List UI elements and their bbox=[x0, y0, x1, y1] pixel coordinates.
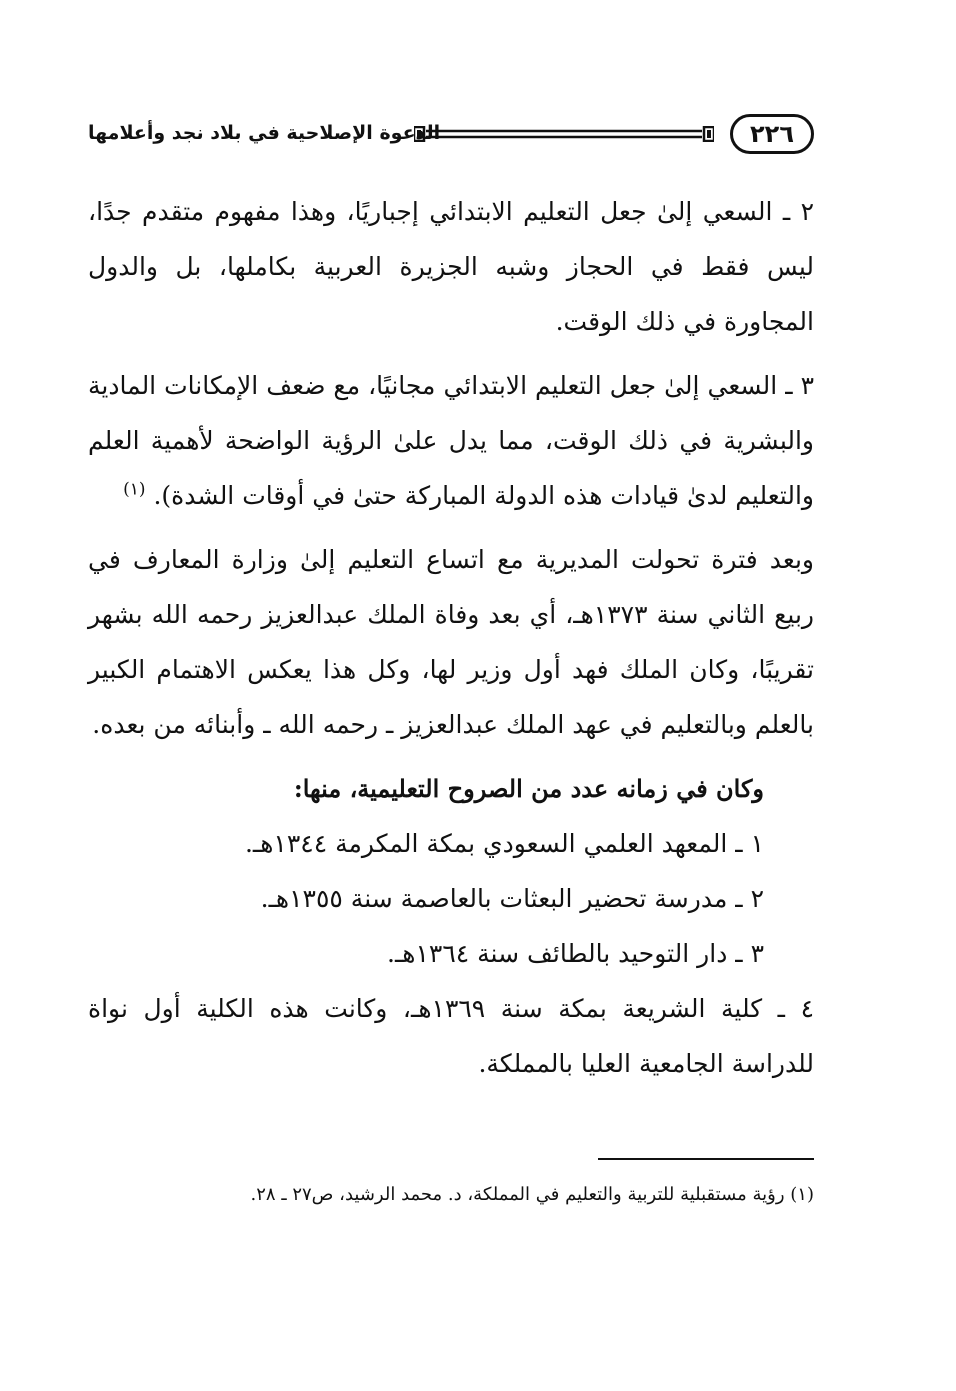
ornament-rule-graphic bbox=[414, 126, 714, 142]
footnote-reference[interactable]: (١) bbox=[123, 479, 146, 500]
list-intro-heading: وكان في زمانه عدد من الصروح التعليمية، منها: bbox=[293, 774, 764, 803]
paragraph-point-2: ٢ ـ السعي إلىٰ جعل التعليم الابتدائي إجباريًا، وهذا مفهوم متقدم جدًا، ليس فقط في الحجاز وشبه الجزيرة العربية بكاملها، بل والدول المجاورة في ذلك الوقت. bbox=[88, 197, 814, 336]
running-title: الدعوة الإصلاحية في بلاد نجد وأعلامها bbox=[88, 122, 441, 144]
footnote-text: (١) رؤية مستقبلية للتربية والتعليم في المملكة، د. محمد الرشيد، ص٢٧ ـ ٢٨. bbox=[250, 1184, 814, 1205]
paragraph-ministry: وبعد فترة تحولت المديرية مع اتساع التعليم إلىٰ وزارة المعارف في ربيع الثاني سنة ١٣٧٣هـ، أي بعد وفاة الملك عبدالعزيز رحمه الله بشهر تقريبًا، وكان الملك فهد أول وزير لها، وكل هذا يعكس الاهتمام الكبير بالعلم وبالتعليم في عهد الملك عبدالعزيز ـ رحمه الله ـ وأبنائه من بعده. bbox=[88, 545, 814, 739]
header-ornament-rule bbox=[414, 126, 714, 142]
page-header bbox=[88, 112, 814, 160]
list-item-2: ٢ ـ مدرسة تحضير البعثات بالعاصمة سنة ١٣٥٥هـ. bbox=[260, 884, 764, 913]
list-item-1: ١ ـ المعهد العلمي السعودي بمكة المكرمة ١٣٤٤هـ. bbox=[244, 829, 764, 858]
page-number: ٢٢٦ bbox=[730, 114, 814, 154]
list-item-3: ٣ ـ دار التوحيد بالطائف سنة ١٣٦٤هـ. bbox=[387, 939, 764, 968]
main-text bbox=[88, 184, 814, 1100]
footnote-divider bbox=[598, 1158, 814, 1160]
paragraph-point-3 bbox=[88, 358, 814, 523]
paragraph-point-3-text: ٣ ـ السعي إلىٰ جعل التعليم الابتدائي مجانيًا، مع ضعف الإمكانات المادية والبشرية في ذلك الوقت، مما يدل علىٰ الرؤية الواضحة لأهمية العلم والتعليم لدىٰ قيادات هذه الدولة المباركة حتىٰ في أوقات الشدة). bbox=[88, 371, 814, 510]
paragraph-point-4: ٤ ـ كلية الشريعة بمكة سنة ١٣٦٩هـ، وكانت هذه الكلية أول نواة للدراسة الجامعية العليا بالمملكة. bbox=[88, 994, 814, 1078]
